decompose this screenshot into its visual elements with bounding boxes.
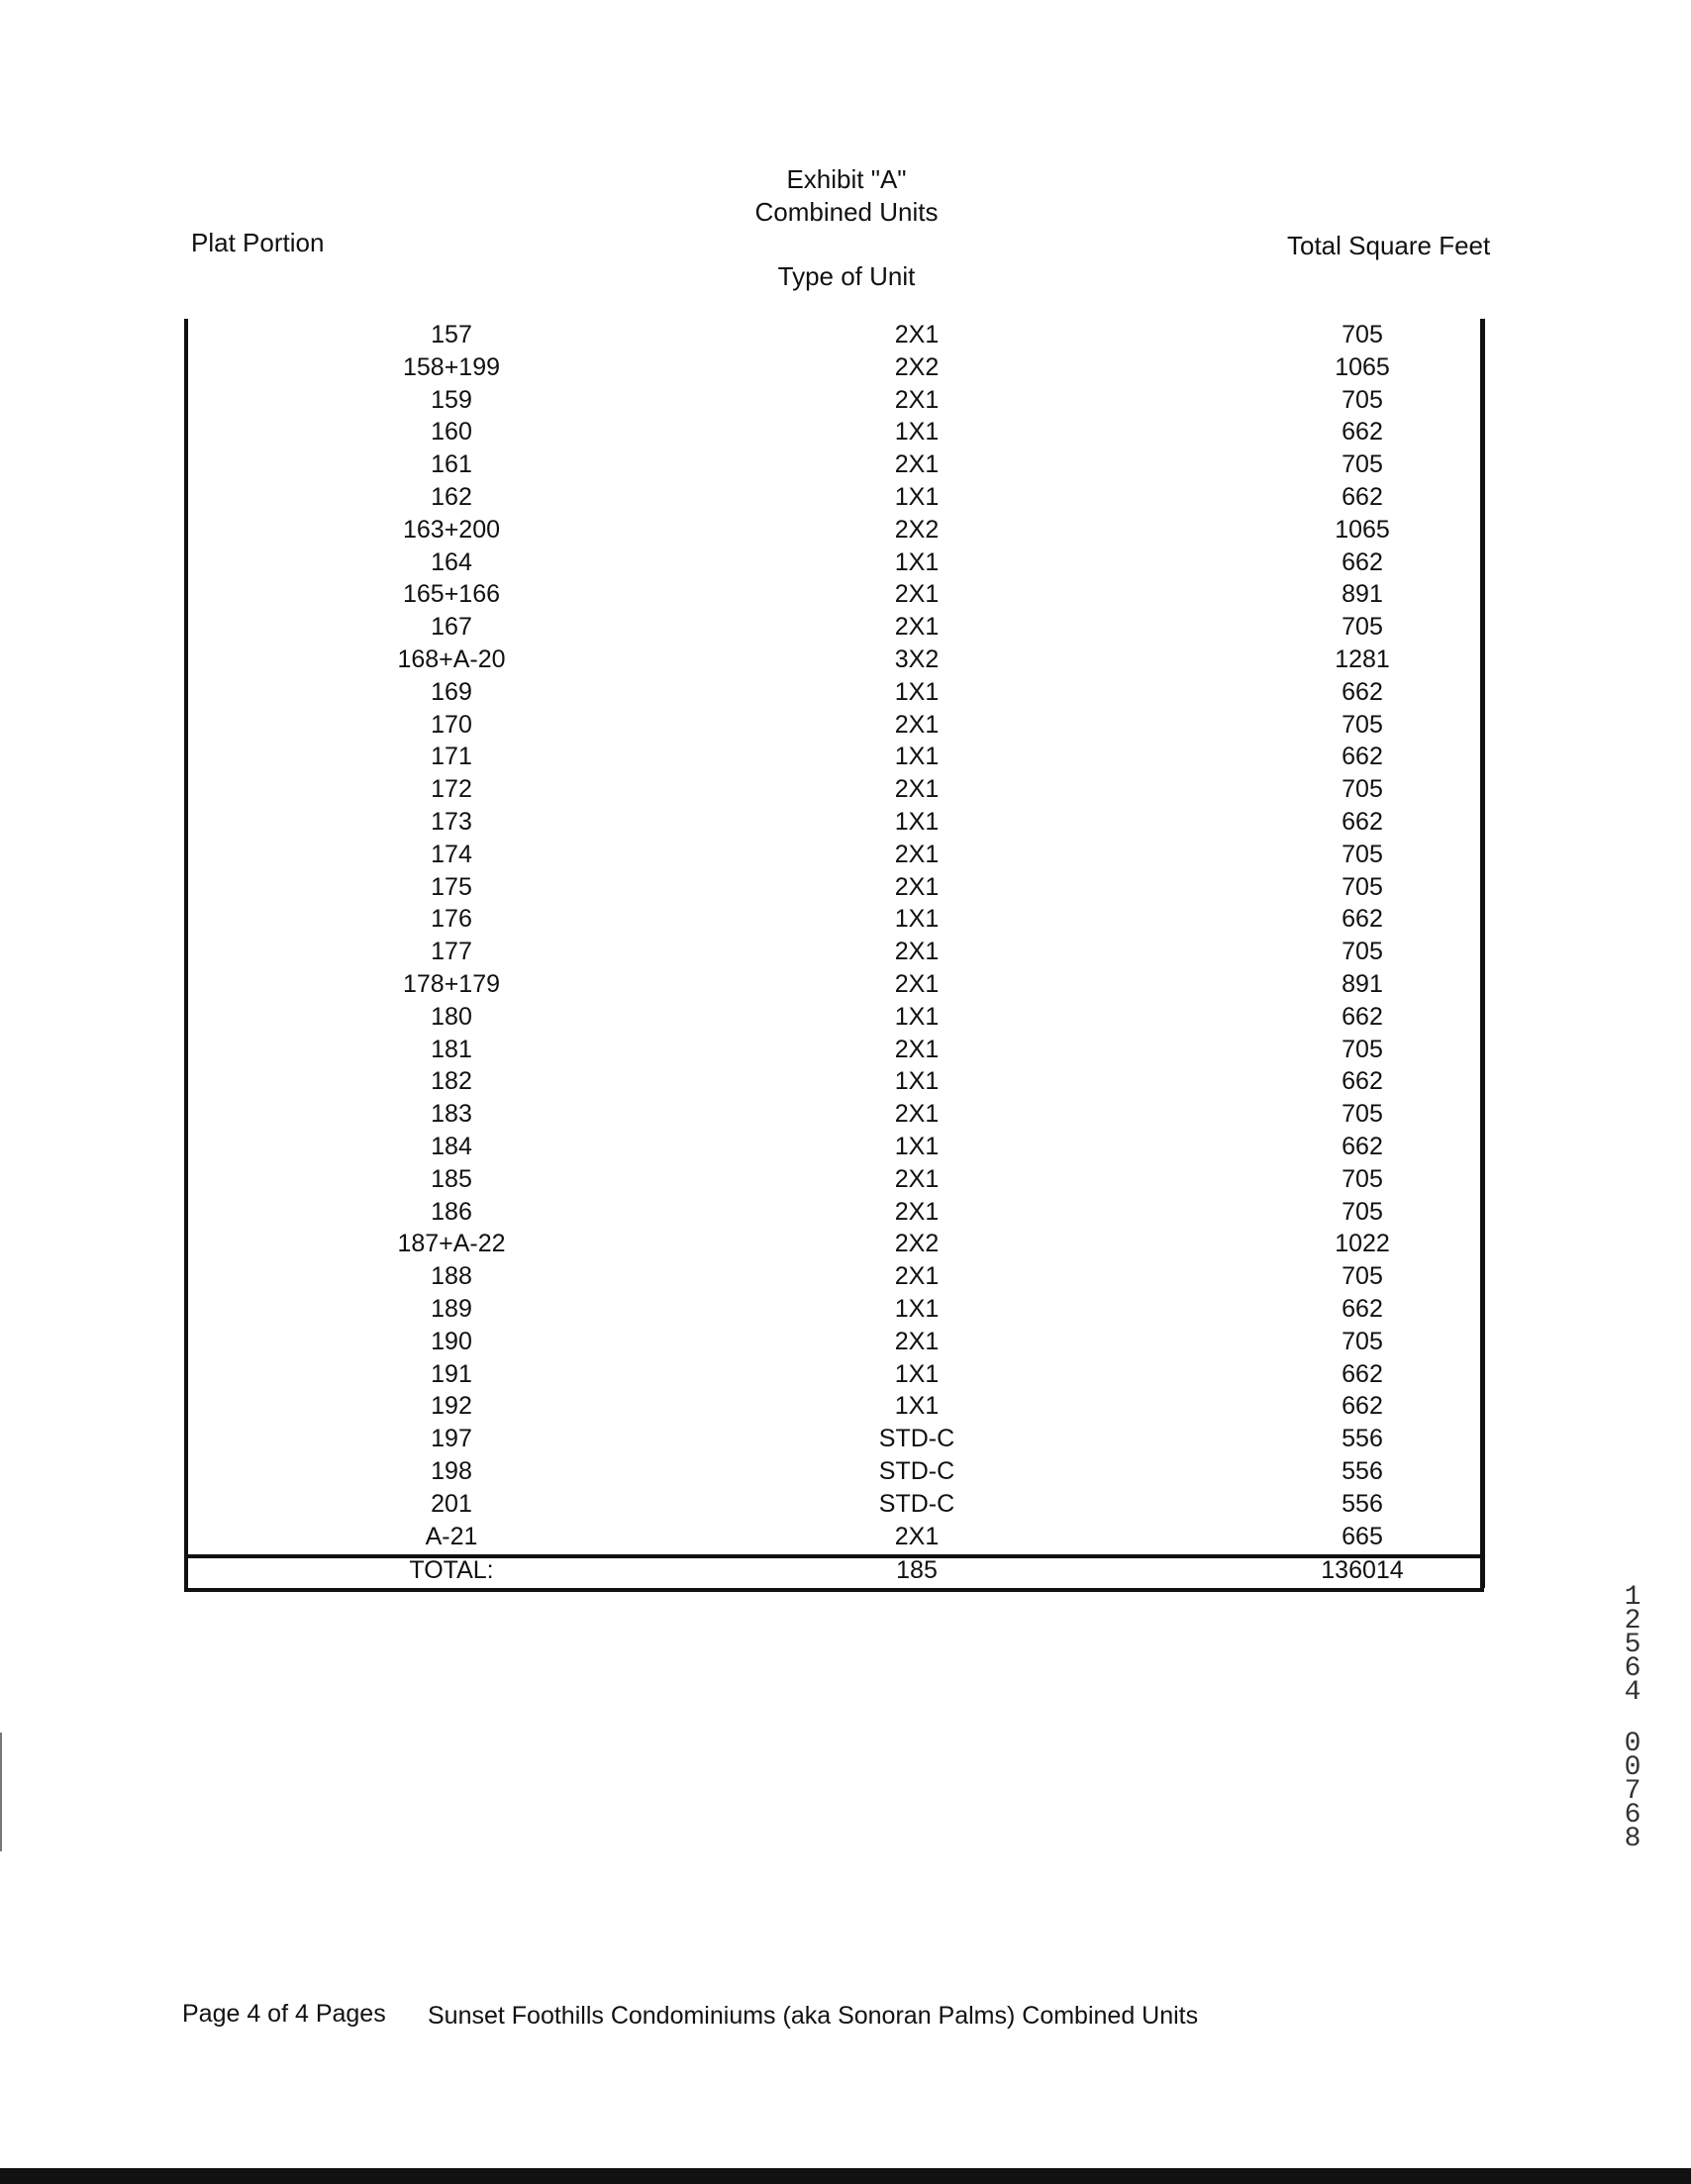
plat-portion-cell: A-21 [425, 1522, 478, 1550]
unit-type-cell: 1X1 [894, 418, 940, 447]
table-row [184, 1390, 1485, 1422]
table-row [184, 871, 1485, 903]
square-feet-cell: 662 [1342, 905, 1383, 934]
unit-type-cell: 2X2 [894, 1230, 940, 1258]
column-header-plat-portion: Plat Portion [191, 228, 325, 257]
square-feet-cell: 1065 [1335, 515, 1390, 544]
square-feet-cell: 662 [1342, 1392, 1383, 1421]
table-row [184, 481, 1485, 513]
unit-type-cell: 2X1 [894, 1035, 940, 1063]
document-control-stamp [1618, 1582, 1647, 1854]
plat-portion-cell: 174 [431, 840, 472, 868]
table-row [184, 903, 1485, 935]
unit-type-cell: 2X1 [894, 840, 940, 868]
plat-portion-cell: 176 [431, 905, 472, 934]
plat-portion-cell: 157 [431, 321, 472, 348]
square-feet-cell: 662 [1342, 1133, 1383, 1160]
unit-type-cell: 2X2 [894, 515, 940, 544]
plat-portion-cell: 163+200 [402, 515, 501, 544]
square-feet-cell: 556 [1342, 1489, 1383, 1518]
plat-portion-cell: 182 [431, 1067, 472, 1096]
unit-type-cell: 2X1 [894, 1100, 940, 1129]
unit-type-cell: 1X1 [894, 1359, 940, 1388]
plat-portion-cell: 197 [431, 1425, 472, 1453]
footer-page-number: Page 4 of 4 Pages [182, 2000, 386, 2028]
plat-portion-cell: 190 [431, 1327, 472, 1355]
table-row [184, 416, 1485, 447]
square-feet-cell: 662 [1342, 483, 1383, 511]
square-feet-cell: 662 [1342, 1002, 1383, 1031]
square-feet-cell: 705 [1342, 710, 1383, 739]
table-row [184, 351, 1485, 383]
unit-type-cell: 2X1 [894, 385, 940, 414]
unit-type-cell: 2X1 [894, 1197, 940, 1226]
square-feet-cell: 705 [1342, 1100, 1383, 1129]
unit-type-cell: 1X1 [894, 1067, 940, 1096]
square-feet-cell: 662 [1342, 547, 1383, 576]
square-feet-cell: 891 [1342, 580, 1383, 609]
table-row [184, 384, 1485, 416]
plat-portion-cell: 169 [431, 677, 472, 706]
table-row [184, 319, 1485, 350]
square-feet-cell: 556 [1342, 1457, 1383, 1485]
unit-type-cell: 2X2 [894, 352, 940, 381]
square-feet-cell: 705 [1342, 1164, 1383, 1193]
unit-type-cell: 2X1 [894, 613, 940, 642]
column-header-type-of-unit: Type of Unit [777, 261, 916, 291]
unit-type-cell: 2X1 [894, 970, 940, 998]
unit-type-cell: 1X1 [894, 1002, 940, 1031]
table-row [184, 448, 1485, 480]
table-row [184, 1034, 1485, 1065]
unit-type-cell: 1X1 [894, 1133, 940, 1160]
unit-type-cell: 1X1 [894, 677, 940, 706]
exhibit-title: Exhibit "A" [786, 164, 907, 194]
table-row [184, 968, 1485, 1000]
unit-type-cell: 1X1 [894, 1392, 940, 1421]
total-count: 185 [896, 1556, 938, 1584]
square-feet-cell: 705 [1342, 1197, 1383, 1226]
square-feet-cell: 705 [1342, 613, 1383, 642]
plat-portion-cell: 180 [431, 1002, 472, 1031]
plat-portion-cell: 171 [431, 743, 472, 771]
unit-type-cell: 2X1 [894, 872, 940, 901]
table-row [184, 644, 1485, 675]
unit-type-cell: 3X2 [894, 645, 940, 673]
plat-portion-cell: 181 [431, 1035, 472, 1063]
scan-bottom-edge [0, 2168, 1691, 2184]
square-feet-cell: 662 [1342, 1359, 1383, 1388]
square-feet-cell: 662 [1342, 418, 1383, 447]
unit-type-cell: 2X1 [894, 1327, 940, 1355]
square-feet-cell: 665 [1342, 1522, 1383, 1550]
table-row [184, 773, 1485, 805]
square-feet-cell: 662 [1342, 743, 1383, 771]
table-row [184, 1098, 1485, 1130]
total-label: TOTAL: [409, 1556, 494, 1584]
square-feet-cell: 662 [1342, 1067, 1383, 1096]
unit-type-cell: 2X1 [894, 775, 940, 804]
unit-type-cell: STD-C [878, 1489, 955, 1518]
table-row [184, 1423, 1485, 1454]
plat-portion-cell: 168+A-20 [397, 645, 506, 673]
plat-portion-cell: 177 [431, 938, 472, 966]
plat-portion-cell: 184 [431, 1133, 472, 1160]
unit-type-cell: 2X1 [894, 450, 940, 479]
plat-portion-cell: 198 [431, 1457, 472, 1485]
table-row [184, 1131, 1485, 1162]
square-feet-cell: 705 [1342, 1035, 1383, 1063]
plat-portion-cell: 164 [431, 547, 472, 576]
table-row [184, 1260, 1485, 1292]
table-row [184, 1326, 1485, 1357]
table-row [184, 514, 1485, 546]
plat-portion-cell: 183 [431, 1100, 472, 1129]
square-feet-cell: 705 [1342, 1327, 1383, 1355]
plat-portion-cell: 170 [431, 710, 472, 739]
plat-portion-cell: 161 [431, 450, 472, 479]
table-row [184, 839, 1485, 870]
square-feet-cell: 705 [1342, 321, 1383, 348]
square-feet-cell: 891 [1342, 970, 1383, 998]
square-feet-cell: 1022 [1335, 1230, 1390, 1258]
table-row [184, 1163, 1485, 1195]
plat-portion-cell: 172 [431, 775, 472, 804]
table-row [184, 936, 1485, 967]
table-row [184, 578, 1485, 610]
table-row [184, 676, 1485, 708]
square-feet-cell: 705 [1342, 385, 1383, 414]
plat-portion-cell: 191 [431, 1359, 472, 1388]
square-feet-cell: 1281 [1335, 645, 1390, 673]
table-row [184, 611, 1485, 643]
plat-portion-cell: 178+179 [402, 970, 501, 998]
unit-type-cell: 2X1 [894, 580, 940, 609]
square-feet-cell: 662 [1342, 808, 1383, 836]
table-row [184, 1196, 1485, 1228]
plat-portion-cell: 189 [431, 1295, 472, 1323]
table-row [184, 1455, 1485, 1487]
table-row [184, 741, 1485, 772]
unit-type-cell: 2X1 [894, 1164, 940, 1193]
square-feet-cell: 705 [1342, 775, 1383, 804]
plat-portion-cell: 192 [431, 1392, 472, 1421]
square-feet-cell: 705 [1342, 938, 1383, 966]
table-row [184, 1358, 1485, 1390]
plat-portion-cell: 160 [431, 418, 472, 447]
table-row [184, 1488, 1485, 1520]
stamp-line-2: 0 0 7 6 8 [1624, 1729, 1641, 1854]
unit-type-cell: 1X1 [894, 1295, 940, 1323]
plat-portion-cell: 188 [431, 1262, 472, 1291]
plat-portion-cell: 165+166 [402, 580, 501, 609]
unit-type-cell: 2X1 [894, 1522, 940, 1550]
plat-portion-cell: 187+A-22 [397, 1230, 506, 1258]
unit-type-cell: STD-C [878, 1425, 955, 1453]
scan-left-edge-mark [0, 1733, 2, 1851]
unit-type-cell: 2X1 [894, 710, 940, 739]
unit-type-cell: 2X1 [894, 938, 940, 966]
unit-type-cell: 2X1 [894, 1262, 940, 1291]
plat-portion-cell: 159 [431, 385, 472, 414]
table-row [184, 1001, 1485, 1033]
plat-portion-cell: 185 [431, 1164, 472, 1193]
unit-type-cell: 1X1 [894, 808, 940, 836]
total-square-feet: 136014 [1321, 1556, 1404, 1584]
plat-portion-cell: 162 [431, 483, 472, 511]
table-row [184, 1228, 1485, 1259]
plat-portion-cell: 167 [431, 613, 472, 642]
square-feet-cell: 662 [1342, 677, 1383, 706]
unit-type-cell: STD-C [878, 1457, 955, 1485]
table-row [184, 546, 1485, 578]
square-feet-cell: 705 [1342, 450, 1383, 479]
footer-description: Sunset Foothills Condominiums (aka Sonoran Palms) Combined Units [428, 2002, 1199, 2030]
plat-portion-cell: 175 [431, 872, 472, 901]
unit-type-cell: 1X1 [894, 905, 940, 934]
square-feet-cell: 556 [1342, 1425, 1383, 1453]
plat-portion-cell: 173 [431, 808, 472, 836]
table-row [184, 1065, 1485, 1097]
plat-portion-cell: 201 [431, 1489, 472, 1518]
table-row [184, 806, 1485, 838]
plat-portion-cell: 158+199 [402, 352, 501, 381]
square-feet-cell: 662 [1342, 1295, 1383, 1323]
exhibit-subtitle: Combined Units [754, 197, 939, 227]
plat-portion-cell: 186 [431, 1197, 472, 1226]
unit-type-cell: 1X1 [894, 483, 940, 511]
unit-type-cell: 2X1 [894, 321, 940, 348]
table-row [184, 1293, 1485, 1325]
square-feet-cell: 705 [1342, 872, 1383, 901]
square-feet-cell: 705 [1342, 840, 1383, 868]
unit-type-cell: 1X1 [894, 743, 940, 771]
square-feet-cell: 1065 [1335, 352, 1390, 381]
unit-type-cell: 1X1 [894, 547, 940, 576]
units-table [184, 319, 1486, 1588]
total-row [184, 1554, 1485, 1586]
square-feet-cell: 705 [1342, 1262, 1383, 1291]
table-row [184, 709, 1485, 741]
table-row [184, 1521, 1485, 1552]
stamp-line-1: 1 2 5 6 4 [1624, 1582, 1641, 1708]
column-header-total-square-feet: Total Square Feet [1287, 231, 1491, 260]
